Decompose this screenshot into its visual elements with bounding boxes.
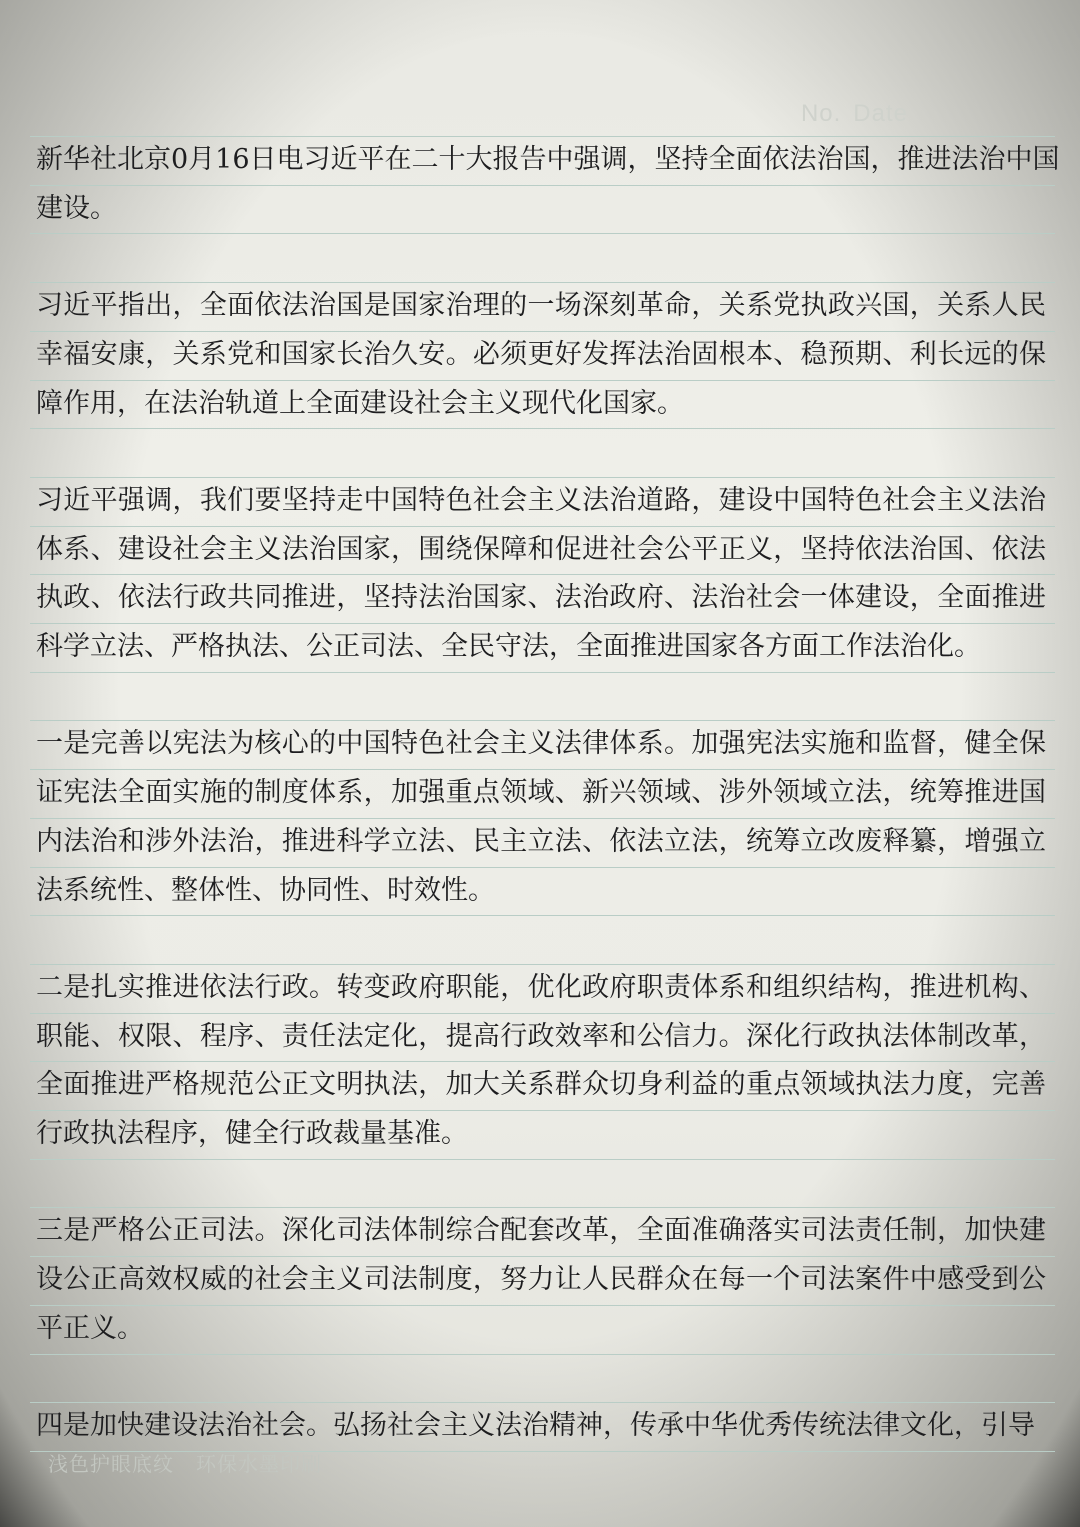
text-line: 证宪法全面实施的制度体系，加强重点领域、新兴领域、涉外领域立法，统筹推进国 xyxy=(36,777,1046,809)
text-line: 四是加快建设法治社会。弘扬社会主义法治精神，传承中华优秀传统法律文化，引导 xyxy=(36,1410,1035,1442)
no-label: No. xyxy=(800,100,842,127)
ruled-line xyxy=(30,1159,1055,1160)
text-line: 二是扎实推进依法行政。转变政府职能，优化政府职责体系和组织结构，推进机构、 xyxy=(36,971,1046,1003)
footer-right-text: 环保水墨印刷 xyxy=(196,1452,322,1476)
ruled-line xyxy=(30,915,1055,916)
text-line: 全面推进严格规范公正文明执法，加大关系群众切身利益的重点领域执法力度，完善 xyxy=(36,1069,1046,1101)
ruled-line xyxy=(30,1402,1055,1403)
text-line: 幸福安康，关系党和国家长治久安。必须更好发挥法治固根本、稳预期、利长远的保 xyxy=(36,338,1046,370)
ruled-line xyxy=(30,233,1055,234)
text-line: 执政、依法行政共同推进，坚持法治国家、法治政府、法治社会一体建设，全面推进 xyxy=(36,582,1046,614)
text-line: 习近平指出，全面依法治国是国家治理的一场深刻革命，关系党执政兴国，关系人民 xyxy=(36,290,1046,322)
ruled-line xyxy=(30,818,1055,819)
ruled-line xyxy=(30,672,1055,673)
date-label: Date xyxy=(853,100,908,127)
header-watermark xyxy=(801,100,920,128)
ruled-line xyxy=(30,1256,1055,1257)
text-line: 内法治和涉外法治，推进科学立法、民主立法、依法立法，统筹立改废释纂，增强立 xyxy=(36,825,1046,857)
text-line: 设公正高效权威的社会主义司法制度，努力让人民群众在每一个司法案件中感受到公 xyxy=(36,1264,1046,1296)
ruled-line xyxy=(30,282,1055,283)
text-line: 障作用，在法治轨道上全面建设社会主义现代化国家。 xyxy=(36,387,684,419)
ruled-line xyxy=(30,185,1055,186)
ruled-line xyxy=(30,1013,1055,1014)
ruled-line xyxy=(30,1110,1055,1111)
text-line: 体系、建设社会主义法治国家，围绕保障和促进社会公平正义，坚持依法治国、依法 xyxy=(36,533,1046,565)
text-line: 建设。 xyxy=(36,192,117,224)
ruled-line xyxy=(30,1207,1055,1208)
text-line: 习近平强调，我们要坚持走中国特色社会主义法治道路，建设中国特色社会主义法治 xyxy=(36,484,1046,516)
footer-watermark xyxy=(48,1448,344,1477)
ruled-line xyxy=(30,428,1055,429)
ruled-line xyxy=(30,574,1055,575)
footer-left-text: 浅色护眼底纹 xyxy=(48,1452,174,1476)
ruled-line xyxy=(30,964,1055,965)
ruled-line xyxy=(30,623,1055,624)
text-line: 法系统性、整体性、协同性、时效性。 xyxy=(36,874,495,906)
ruled-line xyxy=(30,769,1055,770)
ruled-line xyxy=(30,477,1055,478)
ruled-line xyxy=(30,526,1055,527)
text-line: 职能、权限、程序、责任法定化，提高行政效率和公信力。深化行政执法体制改革， xyxy=(36,1020,1046,1052)
ruled-line xyxy=(30,1305,1055,1306)
ruled-line xyxy=(30,331,1055,332)
text-line: 科学立法、严格执法、公正司法、全民守法，全面推进国家各方面工作法治化。 xyxy=(36,631,981,662)
ruled-line xyxy=(30,867,1055,868)
text-line: 一是完善以宪法为核心的中国特色社会主义法律体系。加强宪法实施和监督，健全保 xyxy=(36,728,1046,760)
ruled-line xyxy=(30,136,1055,137)
text-line: 行政执法程序，健全行政裁量基准。 xyxy=(36,1118,468,1149)
ruled-line xyxy=(30,720,1055,721)
ruled-line xyxy=(30,380,1055,381)
text-line: 新华社北京0月16日电习近平在二十大报告中强调，坚持全面依法治国，推进法治中国 xyxy=(36,144,1060,175)
text-line: 平正义。 xyxy=(36,1312,144,1344)
ruled-line xyxy=(30,1354,1055,1355)
ruled-line xyxy=(30,1061,1055,1062)
text-line: 三是严格公正司法。深化司法体制综合配套改革，全面准确落实司法责任制，加快建 xyxy=(36,1215,1046,1247)
